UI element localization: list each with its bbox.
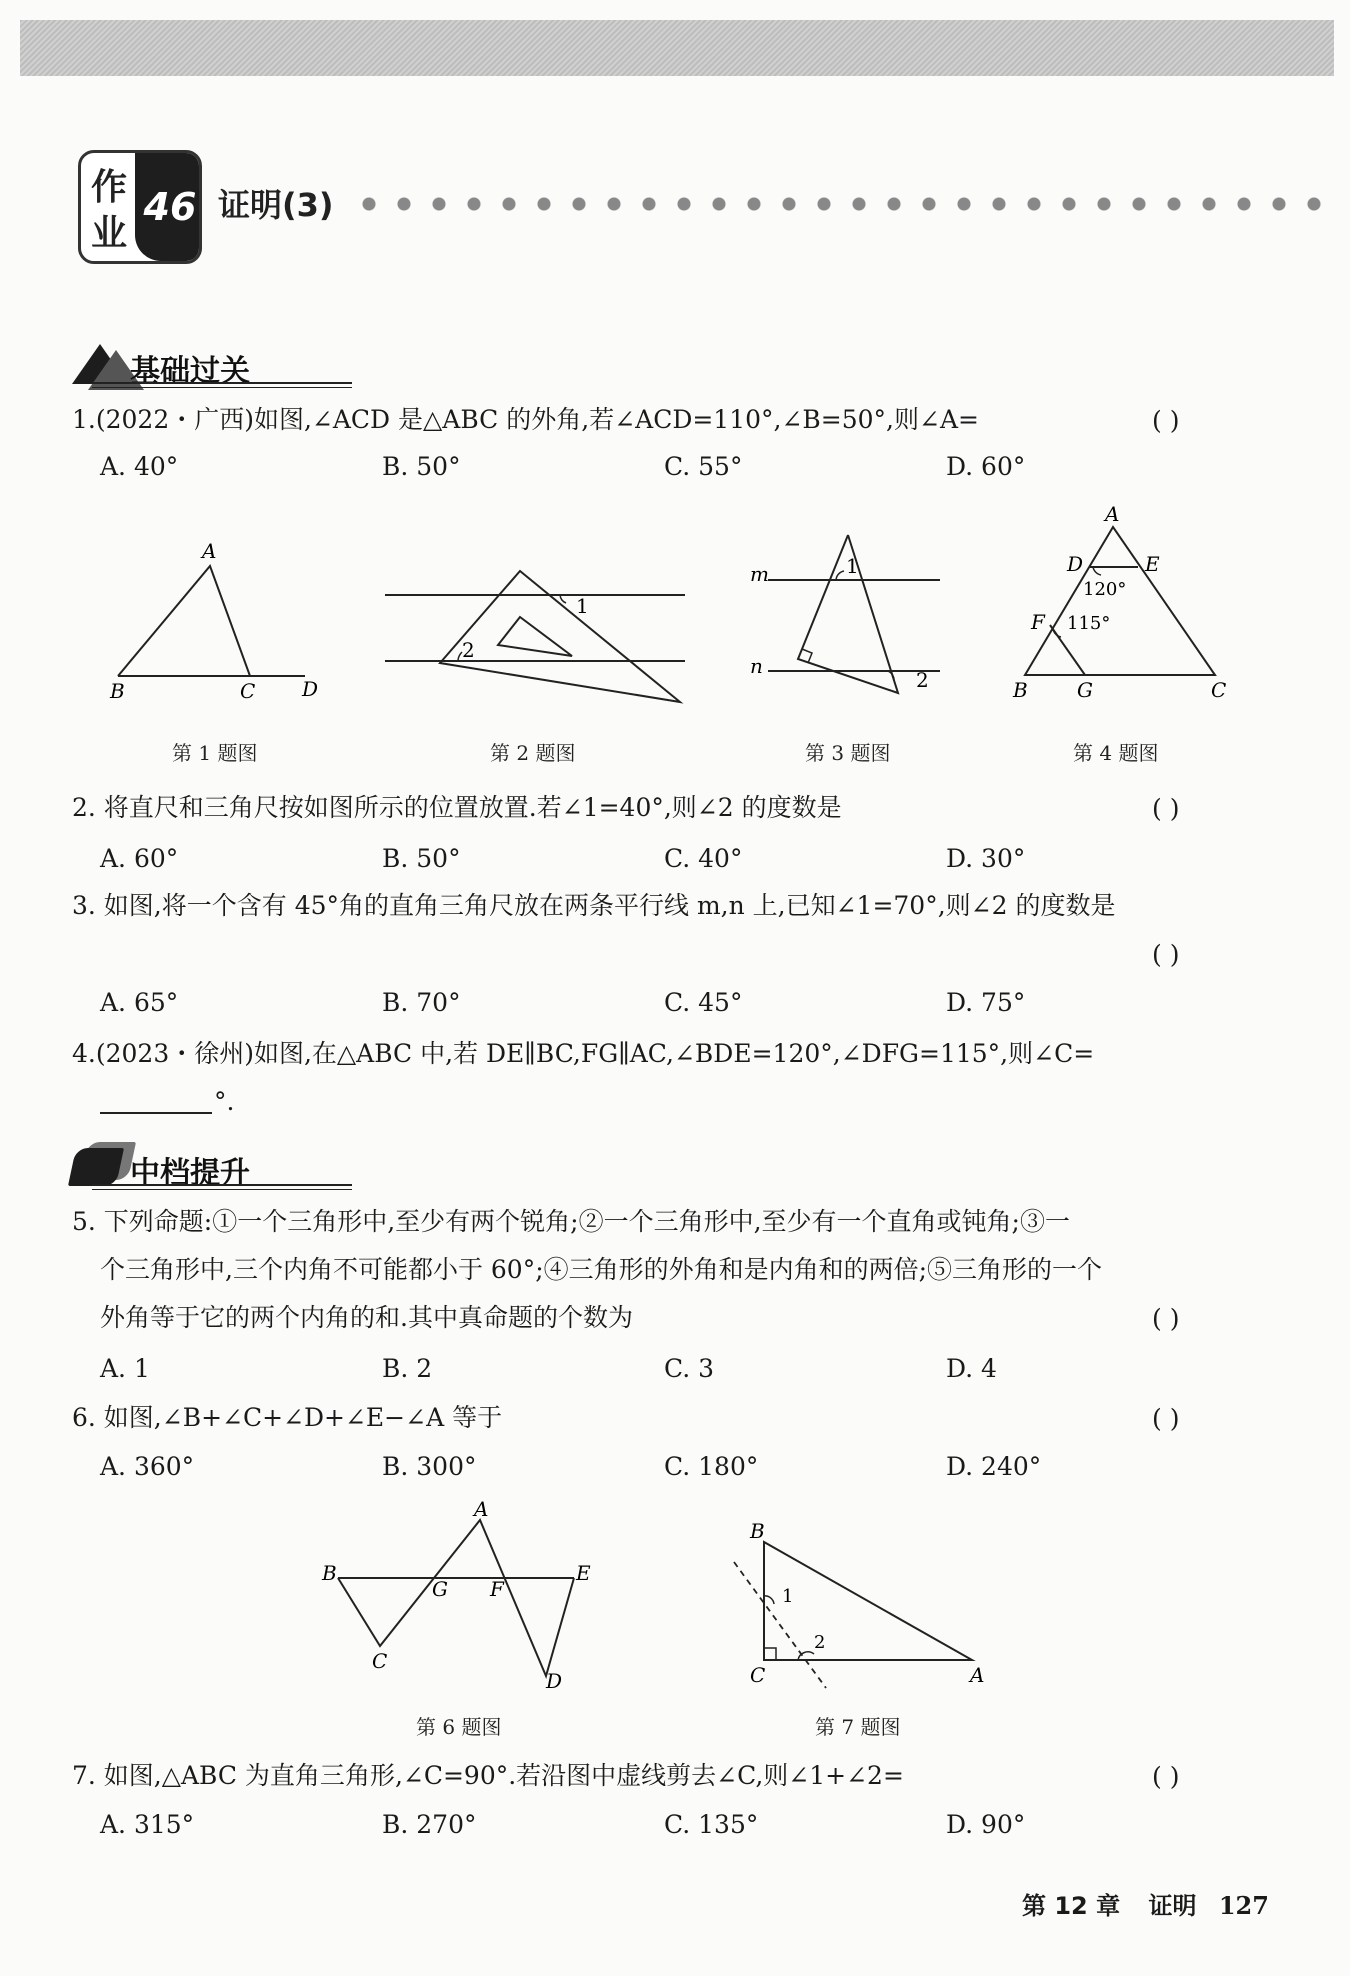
answer-paren-3: ( ) — [1152, 940, 1180, 969]
label-120: 120° — [1083, 579, 1127, 600]
option-a: A. 65° — [100, 988, 179, 1017]
label-e: E — [1145, 552, 1160, 576]
option-d: D. 4 — [946, 1354, 997, 1383]
figure-4 — [1005, 505, 1235, 710]
option-b: B. 50° — [382, 452, 461, 481]
caption-fig-6: 第 6 题图 — [416, 1715, 502, 1739]
label-c: C — [240, 679, 256, 703]
option-d: D. 90° — [946, 1810, 1026, 1839]
question-7: 7. 如图,△ABC 为直角三角形,∠C=90°.若沿图中虚线剪去∠C,则∠1+∠2= — [72, 1761, 904, 1790]
option-d: D. 30° — [946, 844, 1026, 873]
question-5-line-2: 个三角形中,三个内角不可能都小于 60°;④三角形的外角和是内角和的两倍;⑤三角形的一个 — [100, 1255, 1103, 1284]
caption-fig-4: 第 4 题图 — [1073, 741, 1159, 765]
question-5-line-1: 5. 下列命题:①一个三角形中,至少有两个锐角;②一个三角形中,至少有一个直角或钝角;③一 — [72, 1207, 1070, 1236]
badge-top-char: 作 — [91, 167, 128, 208]
label-e: E — [576, 1561, 591, 1585]
title-dots — [362, 197, 1322, 211]
label-a: A — [202, 539, 217, 563]
brush-icon — [68, 1148, 124, 1186]
options-1 — [100, 452, 1250, 492]
section-middle-label: 中档提升 — [130, 1156, 250, 1191]
badge-bottom-char: 业 — [91, 213, 128, 254]
footer-topic: 证明 — [1148, 1892, 1197, 1920]
label-b: B — [322, 1561, 337, 1585]
label-n: n — [750, 654, 763, 678]
option-d: D. 240° — [946, 1452, 1042, 1481]
option-b: B. 50° — [382, 844, 461, 873]
options-6 — [100, 1452, 1250, 1492]
label-angle-2: 2 — [462, 638, 475, 662]
label-d: D — [1067, 552, 1084, 576]
answer-paren-1: ( ) — [1152, 406, 1180, 435]
question-5-line-3: 外角等于它的两个内角的和.其中真命题的个数为 — [100, 1303, 633, 1332]
label-angle-2: 2 — [916, 668, 929, 692]
page-title: 证明(3) — [218, 186, 334, 224]
footer-chapter: 第 12 章 — [1022, 1892, 1121, 1920]
option-a: A. 315° — [100, 1810, 195, 1839]
page-number: 127 — [1218, 1891, 1269, 1920]
figure-1 — [100, 530, 330, 710]
label-b: B — [1013, 678, 1028, 702]
question-4: 4.(2023・徐州)如图,在△ABC 中,若 DE∥BC,FG∥AC,∠BDE=120°,∠DFG=115°,则∠C= — [72, 1039, 1095, 1068]
options-2 — [100, 844, 1250, 884]
option-c: C. 3 — [664, 1354, 715, 1383]
label-d: D — [302, 677, 319, 701]
page-footer — [1022, 1886, 1269, 1921]
section-basic-label: 基础过关 — [130, 354, 250, 389]
caption-fig-7: 第 7 题图 — [815, 1715, 901, 1739]
option-c: C. 40° — [664, 844, 743, 873]
label-c: C — [750, 1663, 766, 1687]
label-c: C — [372, 1649, 388, 1673]
options-5 — [100, 1354, 1250, 1394]
label-b: B — [110, 679, 125, 703]
label-a: A — [1105, 505, 1120, 526]
option-c: C. 55° — [664, 452, 743, 481]
figure-3 — [740, 525, 950, 710]
figure-2 — [380, 555, 700, 715]
option-a: A. 60° — [100, 844, 179, 873]
label-f: F — [1031, 610, 1045, 634]
option-c: C. 45° — [664, 988, 743, 1017]
answer-paren-7: ( ) — [1152, 1762, 1180, 1791]
option-a: A. 360° — [100, 1452, 195, 1481]
option-b: B. 70° — [382, 988, 461, 1017]
answer-paren-5: ( ) — [1152, 1304, 1180, 1333]
label-d: D — [546, 1669, 563, 1688]
label-m: m — [750, 562, 769, 586]
answer-paren-6: ( ) — [1152, 1404, 1180, 1433]
option-c: C. 135° — [664, 1810, 759, 1839]
label-g: G — [432, 1577, 448, 1601]
question-6: 6. 如图,∠B+∠C+∠D+∠E−∠A 等于 — [72, 1403, 503, 1432]
label-angle-1: 1 — [782, 1586, 794, 1607]
figure-7 — [720, 1518, 990, 1693]
option-b: B. 300° — [382, 1452, 477, 1481]
section-underline — [92, 1184, 352, 1190]
question-4-tail: °. — [214, 1087, 235, 1116]
option-c: C. 180° — [664, 1452, 759, 1481]
option-b: B. 270° — [382, 1810, 477, 1839]
options-7 — [100, 1810, 1250, 1850]
option-d: D. 60° — [946, 452, 1026, 481]
label-angle-1: 1 — [576, 594, 589, 618]
options-3 — [100, 988, 1250, 1028]
question-2: 2. 将直尺和三角尺按如图所示的位置放置.若∠1=40°,则∠2 的度数是 — [72, 793, 842, 822]
caption-fig-3: 第 3 题图 — [805, 741, 891, 765]
section-middle — [72, 1146, 282, 1190]
option-a: A. 40° — [100, 452, 179, 481]
label-a: A — [970, 1663, 985, 1687]
label-c: C — [1211, 678, 1227, 702]
caption-fig-2: 第 2 题图 — [490, 741, 576, 765]
label-g: G — [1077, 678, 1093, 702]
label-a: A — [474, 1498, 489, 1521]
label-angle-2: 2 — [814, 1632, 826, 1653]
question-3: 3. 如图,将一个含有 45°角的直角三角尺放在两条平行线 m,n 上,已知∠1=70°,则∠2 的度数是 — [72, 891, 1116, 920]
homework-badge — [78, 150, 202, 264]
label-f: F — [490, 1577, 504, 1601]
option-a: A. 1 — [100, 1354, 150, 1383]
label-angle-1: 1 — [846, 554, 859, 578]
label-b: B — [750, 1519, 765, 1543]
section-basic — [72, 344, 282, 388]
top-band — [20, 20, 1334, 76]
option-d: D. 75° — [946, 988, 1026, 1017]
badge-number: 46 — [135, 153, 202, 261]
label-115: 115° — [1067, 613, 1111, 634]
answer-paren-2: ( ) — [1152, 794, 1180, 823]
answer-blank-4 — [100, 1112, 212, 1114]
section-underline — [92, 382, 352, 388]
figure-6 — [318, 1498, 598, 1688]
option-b: B. 2 — [382, 1354, 433, 1383]
caption-fig-1: 第 1 题图 — [172, 741, 258, 765]
question-1: 1.(2022・广西)如图,∠ACD 是△ABC 的外角,若∠ACD=110°,∠B=50°,则∠A= — [72, 405, 979, 434]
